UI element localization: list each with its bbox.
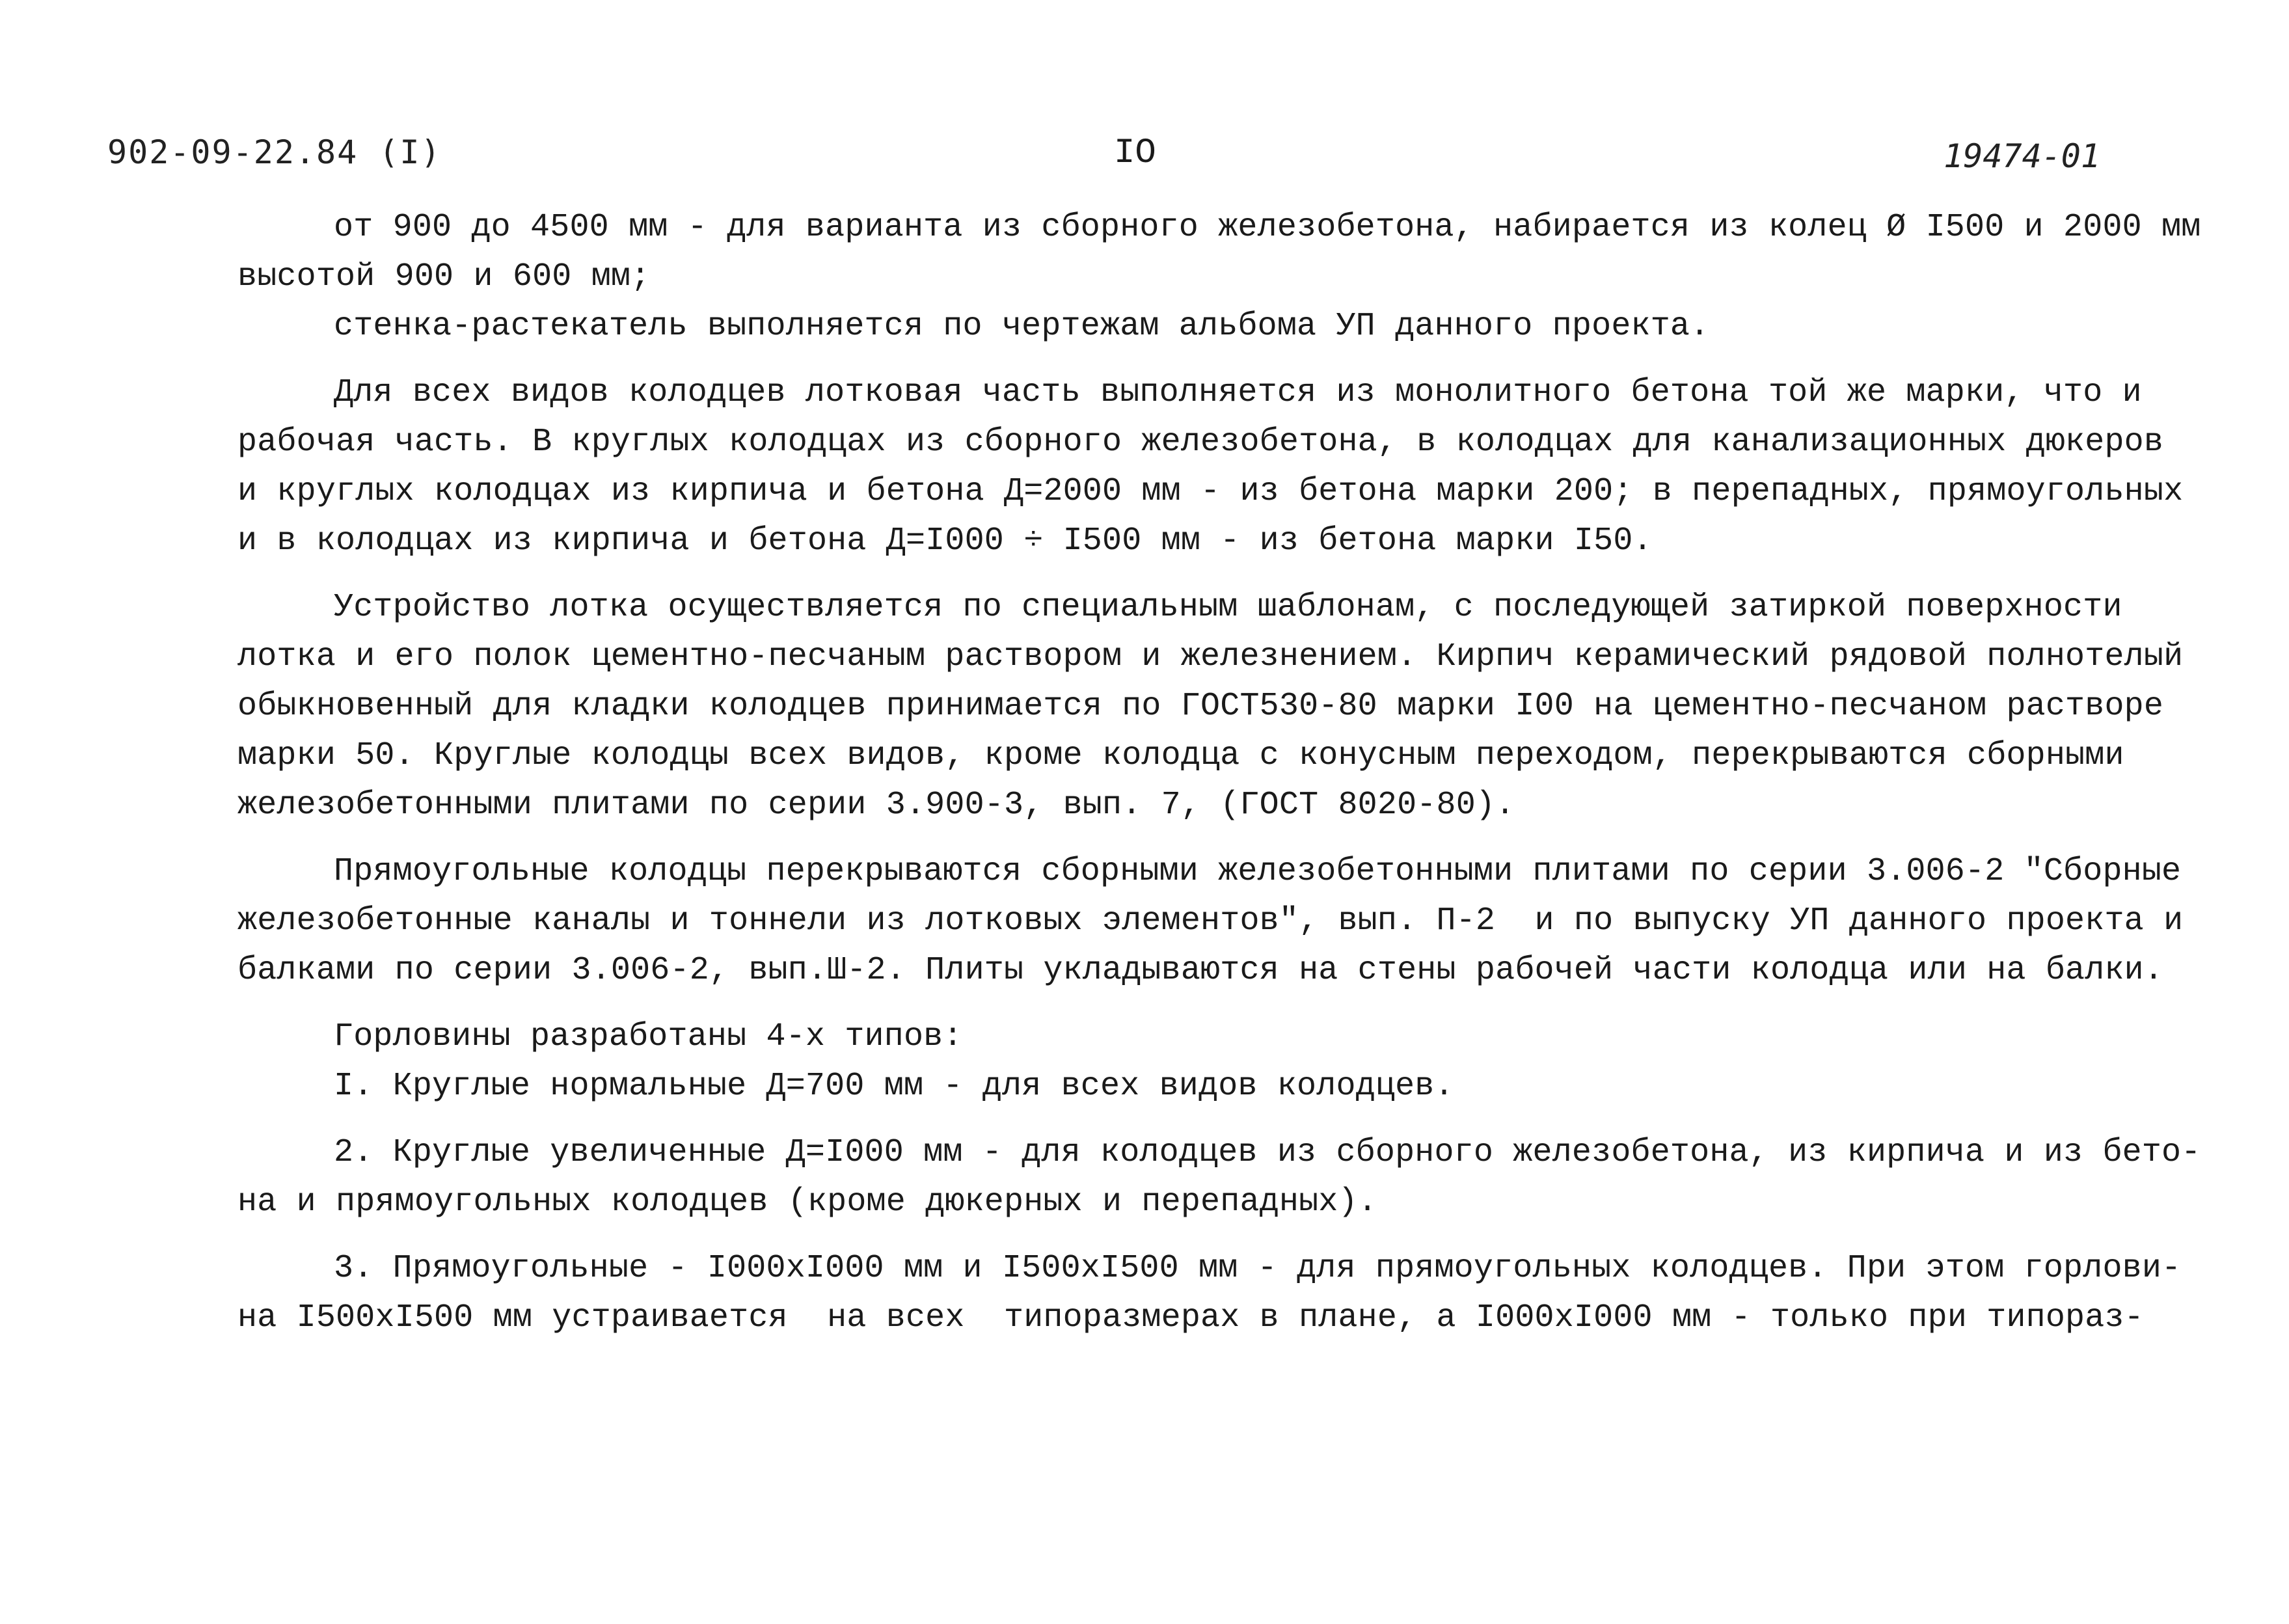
text-line: лотка и его полок цементно-песчаным раствором и железнением. Кирпич керамический рядовой полнотелый (237, 638, 2184, 675)
text-line: железобетонными плитами по серии 3.900-3, вып. 7, (ГОСТ 8020-80). (237, 787, 1515, 824)
list-item-2: 2. Круглые увеличенные Д=I000 мм - для колодцев из сборного железобетона, из кирпича и из бето- (334, 1134, 2201, 1171)
document-body (237, 203, 2255, 1343)
text-line: на I500хI500 мм устраивается на всех типоразмерах в плане, а I000хI000 мм - только при типораз- (237, 1299, 2144, 1336)
text-line: балками по серии 3.006-2, вып.Ш-2. Плиты укладываются на стены рабочей части колодца или на балки. (237, 952, 2164, 989)
text-line: железобетонные каналы и тоннели из лотковых элементов", вып. П-2 и по выпуску УП данного проекта и (237, 902, 2184, 940)
list-item-3: 3. Прямоугольные - I000хI000 мм и I500хI500 мм - для прямоугольных колодцев. При этом горлови- (334, 1250, 2182, 1287)
text-line: и в колодцах из кирпича и бетона Д=I000 ÷ I500 мм - из бетона марки I50. (237, 522, 1653, 560)
text-line: марки 50. Круглые колодцы всех видов, кроме колодца с конусным переходом, перекрываются сборными (237, 737, 2124, 774)
text-line: на и прямоугольных колодцев (кроме дюкерных и перепадных). (237, 1184, 1377, 1221)
archive-number: 19474-01 (1944, 137, 2100, 175)
text-line: рабочая часть. В круглых колодцах из сборного железобетона, в колодцах для канализационных дюкеров (237, 424, 2164, 461)
page-number: IO (1114, 133, 1156, 173)
text-line: высотой 900 и 600 мм; (237, 258, 651, 295)
paragraph-start-line: Горловины разработаны 4-х типов: (334, 1018, 963, 1055)
text-line: и круглых колодцах из кирпича и бетона Д=2000 мм - из бетона марки 200; в перепадных, прямоугольных (237, 473, 2184, 510)
paragraph-start-line: Устройство лотка осуществляется по специальным шаблонам, с последующей затиркой поверхности (334, 589, 2122, 626)
text-line: от 900 до 4500 мм - для варианта из сборного железобетона, набирается из колец Ø I500 и 2000 мм (334, 209, 2201, 246)
paragraph-start-line: Для всех видов колодцев лотковая часть выполняется из монолитного бетона той же марки, что и (334, 374, 2142, 411)
paragraph-start-line: Прямоугольные колодцы перекрываются сборными железобетонными плитами по серии 3.006-2 "Сборные (334, 853, 2182, 890)
page-header (0, 133, 2289, 185)
document-code: 902-09-22.84 (I) (107, 133, 442, 171)
list-item-1: I. Круглые нормальные Д=700 мм - для всех видов колодцев. (334, 1068, 1454, 1105)
text-line: стенка-растекатель выполняется по чертежам альбома УП данного проекта. (334, 308, 1710, 345)
text-line: обыкновенный для кладки колодцев принимается по ГОСТ530-80 марки I00 на цементно-песчаном растворе (237, 688, 2164, 725)
